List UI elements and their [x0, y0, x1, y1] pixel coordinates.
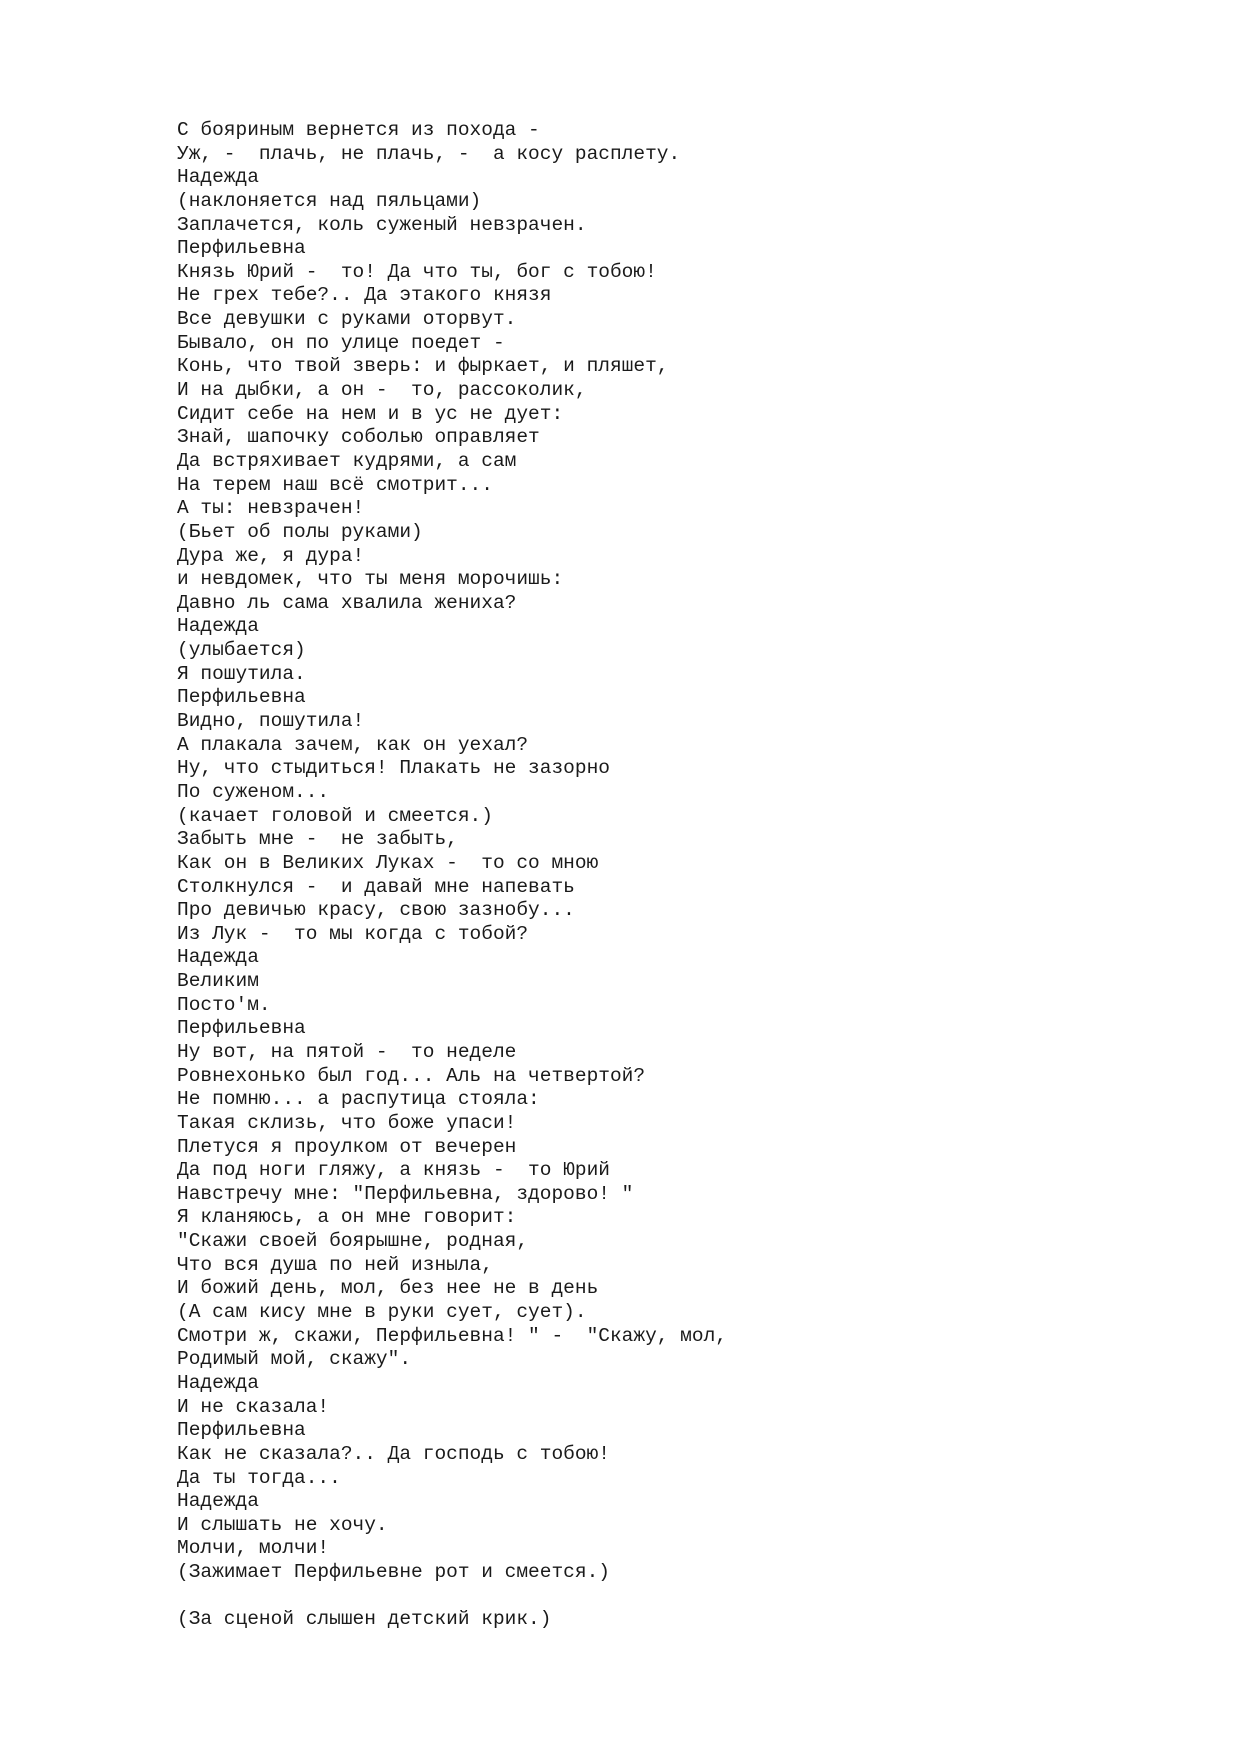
- text-line: Ну, что стыдиться! Плакать не зазорно: [177, 757, 610, 780]
- text-line: Давно ль сама хвалила жениха?: [177, 591, 517, 614]
- text-line: Перфильевна: [177, 1017, 306, 1040]
- text-line: И божий день, мол, без нее не в день: [177, 1277, 599, 1300]
- text-line: И не сказала!: [177, 1395, 330, 1418]
- text-line: Ну вот, на пятой - то неделе: [177, 1040, 517, 1063]
- text-line: Не грех тебе?.. Да этакого князя: [177, 284, 552, 307]
- text-line: На терем наш всё смотрит...: [177, 473, 493, 496]
- text-line: Надежда: [177, 615, 259, 638]
- text-line: Видно, пошутила!: [177, 710, 365, 733]
- text-line: Бывало, он по улице поедет -: [177, 331, 505, 354]
- text-line: Молчи, молчи!: [177, 1537, 330, 1560]
- text-line: (За сценой слышен детский крик.): [177, 1608, 552, 1631]
- text-line: Сидит себе на нем и в ус не дует:: [177, 402, 564, 425]
- text-line: "Скажи своей боярышне, родная,: [177, 1230, 529, 1253]
- text-line: Конь, что твой зверь: и фыркает, и пляшет,: [177, 355, 669, 378]
- text-line: Про девичью красу, свою зазнобу...: [177, 899, 575, 922]
- text-line: Я кланяюсь, а он мне говорит:: [177, 1206, 517, 1229]
- text-line: (улыбается): [177, 639, 306, 662]
- text-line: Надежда: [177, 1371, 259, 1394]
- text-line: (Бьет об полы руками): [177, 520, 423, 543]
- text-line: Навстречу мне: "Перфильевна, здорово! ": [177, 1182, 634, 1205]
- text-line: Дура же, я дура!: [177, 544, 365, 567]
- text-line: Забыть мне - не забыть,: [177, 828, 458, 851]
- text-line: Надежда: [177, 946, 259, 969]
- text-line: Заплачется, коль суженый невзрачен.: [177, 213, 587, 236]
- text-line: По суженом...: [177, 780, 330, 803]
- text-line: Из Лук - то мы когда с тобой?: [177, 922, 529, 945]
- text-line: Перфильевна: [177, 1419, 306, 1442]
- text-line: Князь Юрий - то! Да что ты, бог с тобою!: [177, 260, 657, 283]
- text-line: Все девушки с руками оторвут.: [177, 308, 517, 331]
- text-line: и невдомек, что ты меня морочишь:: [177, 568, 564, 591]
- text-line: (А сам кису мне в руки сует, сует).: [177, 1301, 587, 1324]
- text-line: (качает головой и смеется.): [177, 804, 493, 827]
- text-line: И на дыбки, а он - то, рассоколик,: [177, 379, 587, 402]
- text-line: (наклоняется над пяльцами): [177, 189, 482, 212]
- text-line: И слышать не хочу.: [177, 1513, 388, 1536]
- text-line: Перфильевна: [177, 237, 306, 260]
- text-line: Да под ноги гляжу, а князь - то Юрий: [177, 1159, 610, 1182]
- text-line: Как не сказала?.. Да господь с тобою!: [177, 1442, 610, 1465]
- text-line: Я пошутила.: [177, 662, 306, 685]
- text-line: А ты: невзрачен!: [177, 497, 365, 520]
- text-line: Родимый мой, скажу".: [177, 1348, 412, 1371]
- text-line: Перфильевна: [177, 686, 306, 709]
- text-line: Плетуся я проулком от вечерен: [177, 1135, 517, 1158]
- text-line: Посто'м.: [177, 993, 271, 1016]
- text-line: Как он в Великих Луках - то со мною: [177, 851, 599, 874]
- text-line: Да встряхивает кудрями, а сам: [177, 449, 517, 472]
- text-line: (Зажимает Перфильевне рот и смеется.): [177, 1561, 610, 1584]
- text-line: Такая склизь, что боже упаси!: [177, 1111, 517, 1134]
- text-line: Смотри ж, скажи, Перфильевна! " - "Скажу, мол,: [177, 1324, 727, 1347]
- blank-line: [177, 1585, 727, 1609]
- text-line: Ровнехонько был год... Аль на четвертой?: [177, 1064, 646, 1087]
- text-line: Надежда: [177, 1490, 259, 1513]
- text-line: Что вся душа по ней изныла,: [177, 1253, 493, 1276]
- text-line: Знай, шапочку соболью оправляет: [177, 426, 540, 449]
- text-line: Столкнулся - и давай мне напевать: [177, 875, 575, 898]
- text-line: Не помню... а распутица стояла:: [177, 1088, 540, 1111]
- text-line: Великим: [177, 970, 259, 993]
- play-text: [177, 119, 727, 1632]
- text-line: С бояриным вернется из похода -: [177, 119, 540, 141]
- text-line: Уж, - плачь, не плачь, - а косу расплету.: [177, 142, 681, 165]
- text-line: А плакала зачем, как он уехал?: [177, 733, 529, 756]
- text-line: Надежда: [177, 166, 259, 189]
- text-line: Да ты тогда...: [177, 1466, 341, 1489]
